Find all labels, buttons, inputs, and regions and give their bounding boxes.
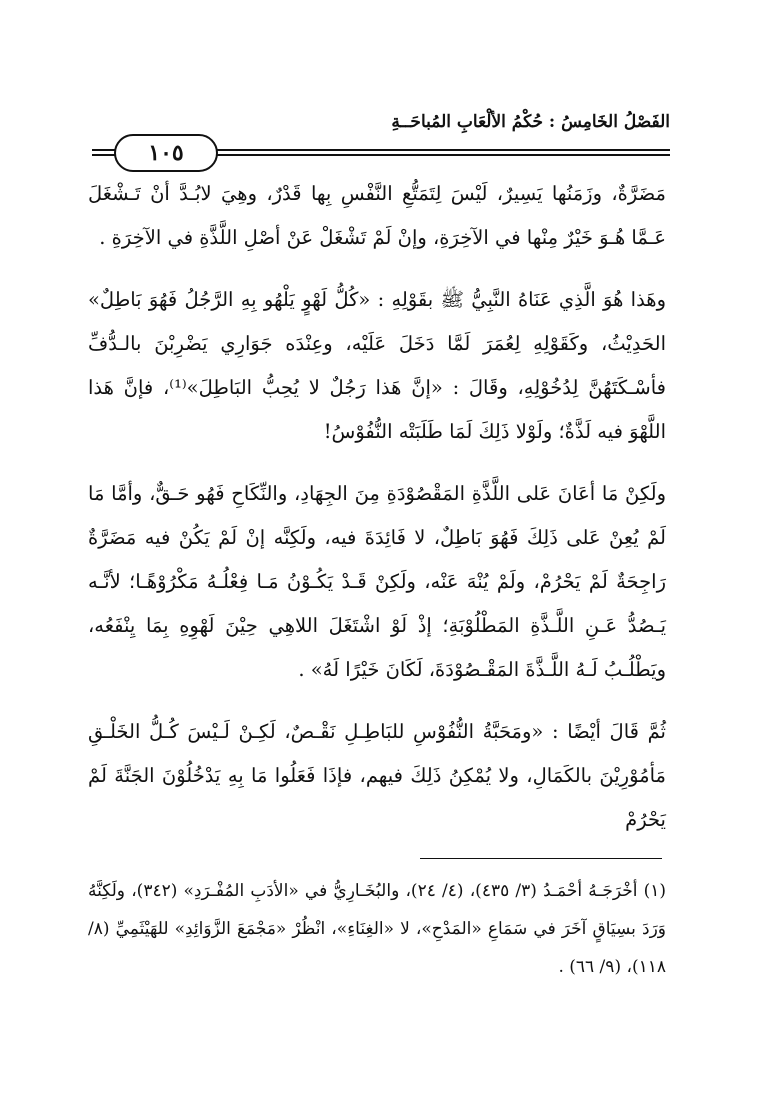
footnote-separator xyxy=(420,858,662,859)
paragraph: مَضَرَّةٌ، وزَمَنُها يَسِيرٌ، لَيْسَ لِتَمَتُّعِ النَّفْسِ بِها قَدْرٌ، وهِيَ لابُـدَّ أنْ تَـشْغَلَ عَـمَّا هُـوَ خَيْرٌ مِنْها في الآخِرَةِ، وإنْ لَمْ تَشْغَلْ عَنْ أصْلِ اللَّذَّةِ في الآخِرَةِ . xyxy=(88,182,666,249)
footnote: (١) أخْرَجَـهُ أحْمَـدُ (٣/ ٤٣٥)، (٤/ ٢٤)، والبُخَـارِيُّ في «الأدَبِ المُفْـرَدِ» (٣٤٢)، ولَكِنَّهُ وَرَدَ بسِيَاقٍ آخَرَ في سَمَاعِ «المَدْحِ»، لا «الغِنَاءِ»، انْظُرْ «مَجْمَعَ الزَّوَائِدِ» للهَيْثَمِيِّ (٨/ ١١٨)، (٩/ ٦٦) . xyxy=(88,881,667,977)
page-number: ١٠٥ xyxy=(114,134,218,172)
paragraph: وهَذا هُوَ الَّذِي عَنَاهُ النَّبِيُّ ﷺ بقَوْلِهِ : «كُلُّ لَهْوٍ يَلْهُو بِهِ الرَّجُلُ فَهُوَ بَاطِلٌ» الحَدِيْثُ، وكَقَوْلِهِ لِعُمَرَ لَمَّا دَخَلَ عَلَيْه، وعِنْدَه جَوَارِي يَضْرِبْنَ بالـدُّفِّ فأسْـكَتَهُنَّ لِدُخُوْلِهِ، وقَالَ : «إنَّ هَذا رَجُلٌ لا يُحِبُّ البَاطِلَ»⁽¹⁾، فإنَّ هَذا اللَّهْوَ فيه لَذَّةٌ؛ ولَوْلا ذَلِكَ لَمَا طَلَبَتْه النُّفُوْسُ! xyxy=(88,288,666,443)
running-title: الفَصْلُ الخَامِسُ : حُكْمُ الألْعَابِ المُباحَــةِ xyxy=(391,112,670,132)
paragraph: ولَكِنْ مَا أعَانَ عَلى اللَّذَّةِ المَقْصُوْدَةِ مِنَ الجِهَادِ، والنِّكَاحِ فَهُو حَـقٌّ، وأمَّا مَا لَمْ يُعِنْ عَلى ذَلِكَ فَهُوَ بَاطِلٌ، لا فَائِدَةَ فيه، ولَكِنَّه إنْ لَمْ يَكُنْ فيه مَضَرَّةٌ رَاجِحَةٌ لَمْ يَحْرُمْ، ولَمْ يُنْهَ عَنْه، ولَكِنْ قَـدْ يَكُـوْنُ مَـا فِعْلُـهُ مَكْرُوْهًـا؛ لأنَّـه يَـصُدُّ عَـنِ اللَّـذَّةِ المَطْلُوْبَةِ؛ إذْ لَوْ اشْتَغَلَ اللاهِي حِيْنَ لَهْوِهِ بِمَا يِنْفَعُه، ويَطْلُـبُ لَـهُ اللَّـذَّةَ المَقْـصُوْدَةَ، لَكَانَ خَيْرًا لَهُ» . xyxy=(88,482,666,681)
main-text xyxy=(88,172,666,842)
paragraph: ثُمَّ قَالَ أيْضًا : «ومَحَبَّةُ النُّفُوْسِ للبَاطِـلِ نَقْـصٌ، لَكِـنْ لَـيْسَ كُـلُّ الخَلْـقِ مَأمُوْرِيْنَ بالكَمَالِ، ولا يُمْكِنُ ذَلِكَ فيهم، فإذَا فَعَلُوا مَا بِهِ يَدْخُلُوْنَ الجَنَّةَ لَمْ يَحْرُمْ xyxy=(88,720,666,831)
page-header xyxy=(92,108,670,166)
footnotes xyxy=(88,872,666,986)
